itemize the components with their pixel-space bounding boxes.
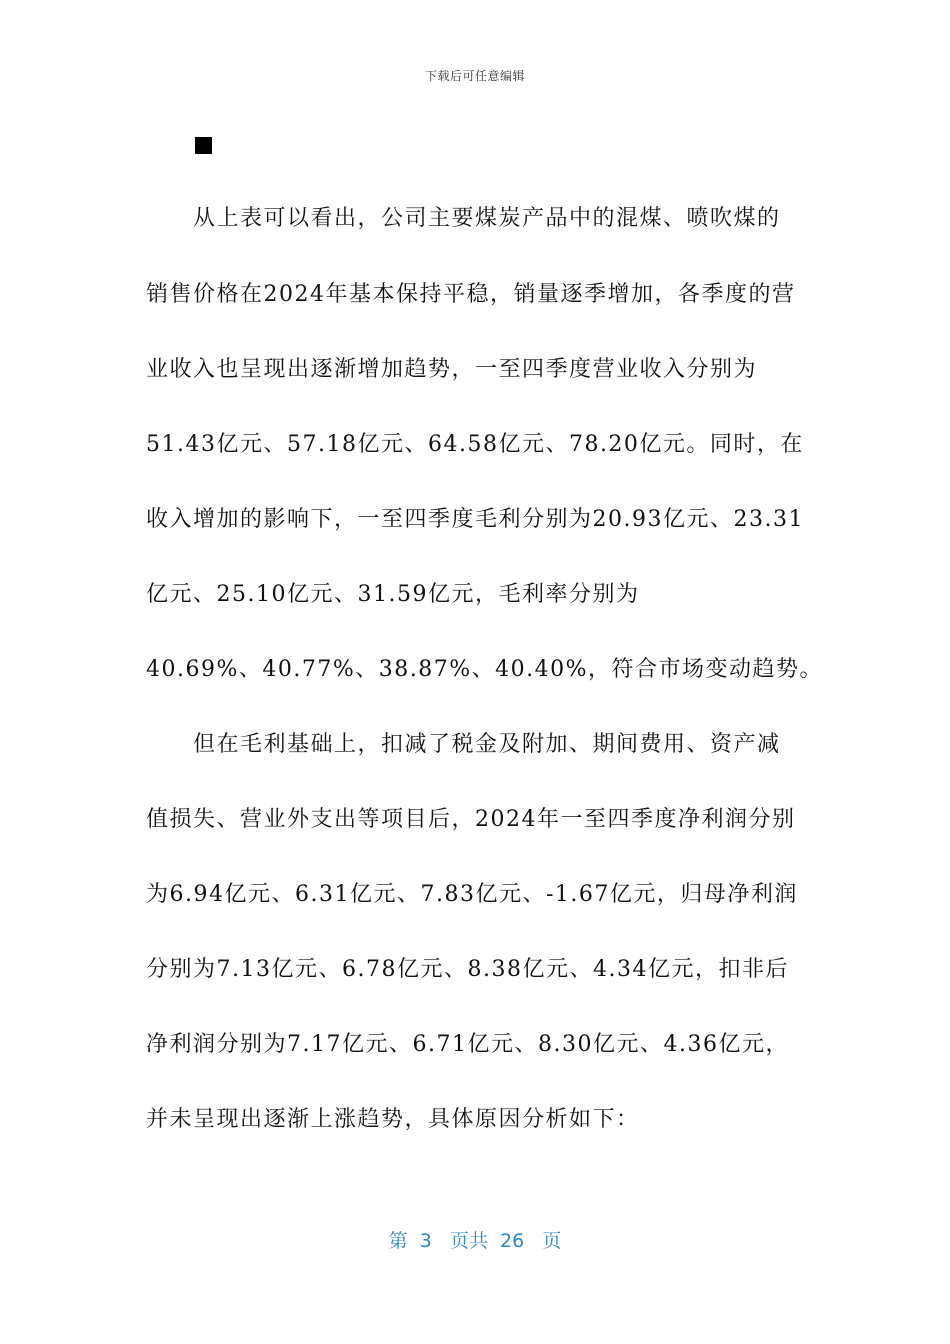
text-line: 收入增加的影响下，一至四季度毛利分别为20.93亿元、23.31	[146, 507, 804, 532]
page-number-footer: 第 3 页共 26 页	[388, 1230, 562, 1252]
text-line: 净利润分别为7.17亿元、6.71亿元、8.30亿元、4.36亿元，	[146, 1032, 789, 1057]
text-line: 值损失、营业外支出等项目后，2024年一至四季度净利润分别	[146, 807, 796, 832]
text-line: 业收入也呈现出逐渐增加趋势，一至四季度营业收入分别为	[146, 357, 758, 382]
text-line: 但在毛利基础上，扣减了税金及附加、期间费用、资产减	[193, 732, 781, 757]
text-line: 51.43亿元、57.18亿元、64.58亿元、78.20亿元。同时，在	[146, 432, 804, 457]
text-line: 销售价格在2024年基本保持平稳，销量逐季增加，各季度的营	[146, 282, 796, 307]
text-line: 为6.94亿元、6.31亿元、7.83亿元、-1.67亿元，归母净利润	[146, 882, 798, 907]
square-bullet-icon	[195, 137, 212, 154]
text-line: 40.69%、40.77%、38.87%、40.40%，符合市场变动趋势。	[146, 657, 824, 682]
text-line: 亿元、25.10亿元、31.59亿元，毛利率分别为	[146, 582, 640, 607]
text-line: 分别为7.13亿元、6.78亿元、8.38亿元、4.34亿元，扣非后	[146, 957, 789, 982]
text-line: 并未呈现出逐渐上涨趋势，具体原因分析如下：	[146, 1107, 640, 1132]
header-note: 下载后可任意编辑	[424, 69, 525, 83]
text-line: 从上表可以看出，公司主要煤炭产品中的混煤、喷吹煤的	[193, 206, 781, 231]
